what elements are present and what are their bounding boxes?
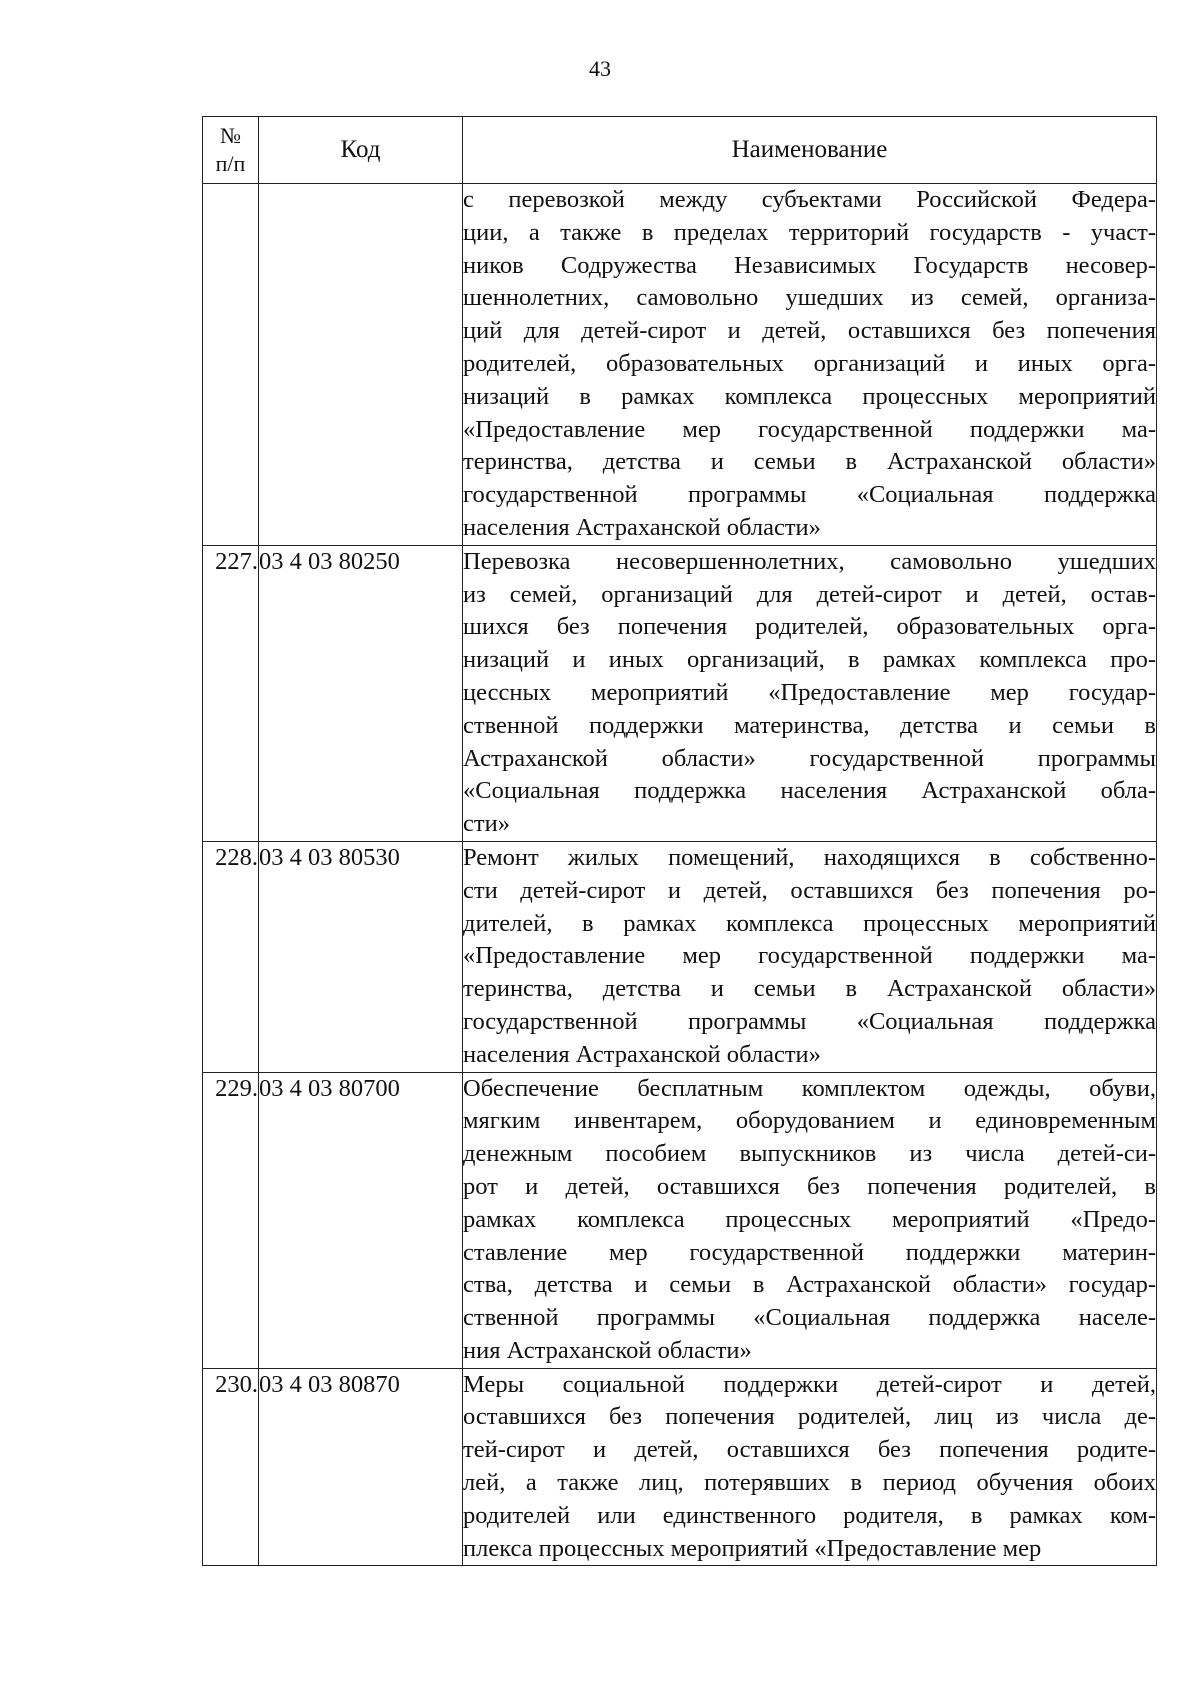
row-name-line: шихся без попечения родителей, образовательных орга-: [463, 613, 1156, 641]
row-name-line: теринства, детства и семьи в Астраханской области»: [463, 448, 1156, 476]
table-row: [203, 841, 1157, 1072]
row-name-line: государственной программы «Социальная поддержка: [463, 1007, 1156, 1035]
row-name-line: Меры социальной поддержки детей-сирот и детей,: [463, 1370, 1156, 1398]
row-name-line: плекса процессных мероприятий «Предоставление мер: [463, 1534, 1042, 1562]
row-name-line: Обеспечение бесплатным комплектом одежды, обуви,: [463, 1074, 1156, 1102]
row-name-line: населения Астраханской области»: [463, 1040, 821, 1068]
row-name-line: мягким инвентарем, оборудованием и единовременным: [463, 1107, 1156, 1135]
row-code: 03 4 03 80250: [259, 545, 463, 841]
row-name-line: Астраханской области» государственной программы: [463, 744, 1156, 772]
header-number-abbrev: п/п: [215, 151, 246, 176]
row-name: [463, 1368, 1157, 1566]
row-code: [259, 184, 463, 546]
row-name-line: ставление мер государственной поддержки материн-: [463, 1238, 1156, 1266]
table-row: [203, 1368, 1157, 1566]
row-name: [463, 841, 1157, 1072]
row-name-line: денежным пособием выпускников из числа детей-си-: [463, 1140, 1156, 1168]
table-row: [203, 1072, 1157, 1368]
row-name-line: тей-сирот и детей, оставшихся без попечения родите-: [463, 1436, 1156, 1464]
row-number: 229.: [203, 1072, 259, 1368]
row-name-line: ния Астраханской области»: [463, 1336, 752, 1364]
row-name-line: низаций и иных организаций, в рамках комплекса про-: [463, 646, 1156, 674]
row-number: 230.: [203, 1368, 259, 1566]
budget-classification-table: [202, 116, 1157, 1566]
row-name-line: оставшихся без попечения родителей, лиц из числа де-: [463, 1403, 1156, 1431]
row-name-line: Перевозка несовершеннолетних, самовольно ушедших: [463, 547, 1156, 575]
row-name-line: «Предоставление мер государственной поддержки ма-: [463, 942, 1156, 970]
row-name-line: ства, детства и семьи в Астраханской области» государ-: [463, 1271, 1156, 1299]
row-code: 03 4 03 80700: [259, 1072, 463, 1368]
row-name-line: рот и детей, оставшихся без попечения родителей, в: [463, 1172, 1156, 1200]
row-name-line: «Предоставление мер государственной поддержки ма-: [463, 415, 1156, 443]
row-name-line: населения Астраханской области»: [463, 513, 821, 541]
page-number: 43: [589, 56, 611, 81]
row-name-line: цессных мероприятий «Предоставление мер государ-: [463, 678, 1156, 706]
row-name-line: «Социальная поддержка населения Астраханской обла-: [463, 777, 1156, 805]
row-name-line: сти»: [463, 810, 510, 838]
header-number: [203, 117, 259, 184]
row-code: 03 4 03 80870: [259, 1368, 463, 1566]
row-name-line: низаций в рамках комплекса процессных мероприятий: [463, 382, 1156, 410]
row-name-line: лей, а также лиц, потерявших в период обучения обоих: [463, 1469, 1156, 1497]
row-name-line: из семей, организаций для детей-сирот и детей, остав-: [463, 580, 1156, 608]
row-name-line: сти детей-сирот и детей, оставшихся без попечения ро-: [463, 876, 1156, 904]
row-code: 03 4 03 80530: [259, 841, 463, 1072]
table-body: [203, 184, 1157, 1566]
row-name-line: ственной программы «Социальная поддержка населе-: [463, 1304, 1156, 1332]
row-number: [203, 184, 259, 546]
row-name-line: государственной программы «Социальная поддержка: [463, 481, 1156, 509]
row-name: [463, 1072, 1157, 1368]
row-name-line: родителей, образовательных организаций и иных орга-: [463, 349, 1156, 377]
row-number: 228.: [203, 841, 259, 1072]
row-name-line: дителей, в рамках комплекса процессных мероприятий: [463, 909, 1156, 937]
table-header-row: [203, 117, 1157, 184]
row-name-line: ственной поддержки материнства, детства и семьи в: [463, 711, 1156, 739]
table-row: [203, 545, 1157, 841]
header-name: Наименование: [463, 117, 1157, 184]
row-name-line: шеннолетних, самовольно ушедших из семей, организа-: [463, 284, 1156, 312]
row-name: [463, 545, 1157, 841]
row-name-line: рамках комплекса процессных мероприятий «Предо-: [463, 1205, 1156, 1233]
row-name-line: родителей или единственного родителя, в рамках ком-: [463, 1501, 1156, 1529]
row-name-line: ций для детей-сирот и детей, оставшихся без попечения: [463, 317, 1156, 345]
row-name-line: теринства, детства и семьи в Астраханской области»: [463, 975, 1156, 1003]
header-code: Код: [259, 117, 463, 184]
header-number-symbol: №: [220, 123, 241, 148]
row-name-line: Ремонт жилых помещений, находящихся в собственно-: [463, 843, 1156, 871]
row-name-line: ников Содружества Независимых Государств несовер-: [463, 251, 1156, 279]
table-row: [203, 184, 1157, 546]
row-name-line: с перевозкой между субъектами Российской Федера-: [463, 186, 1156, 213]
row-name: [463, 184, 1157, 546]
row-number: 227.: [203, 545, 259, 841]
row-name-line: ции, а также в пределах территорий государств - участ-: [463, 218, 1156, 246]
